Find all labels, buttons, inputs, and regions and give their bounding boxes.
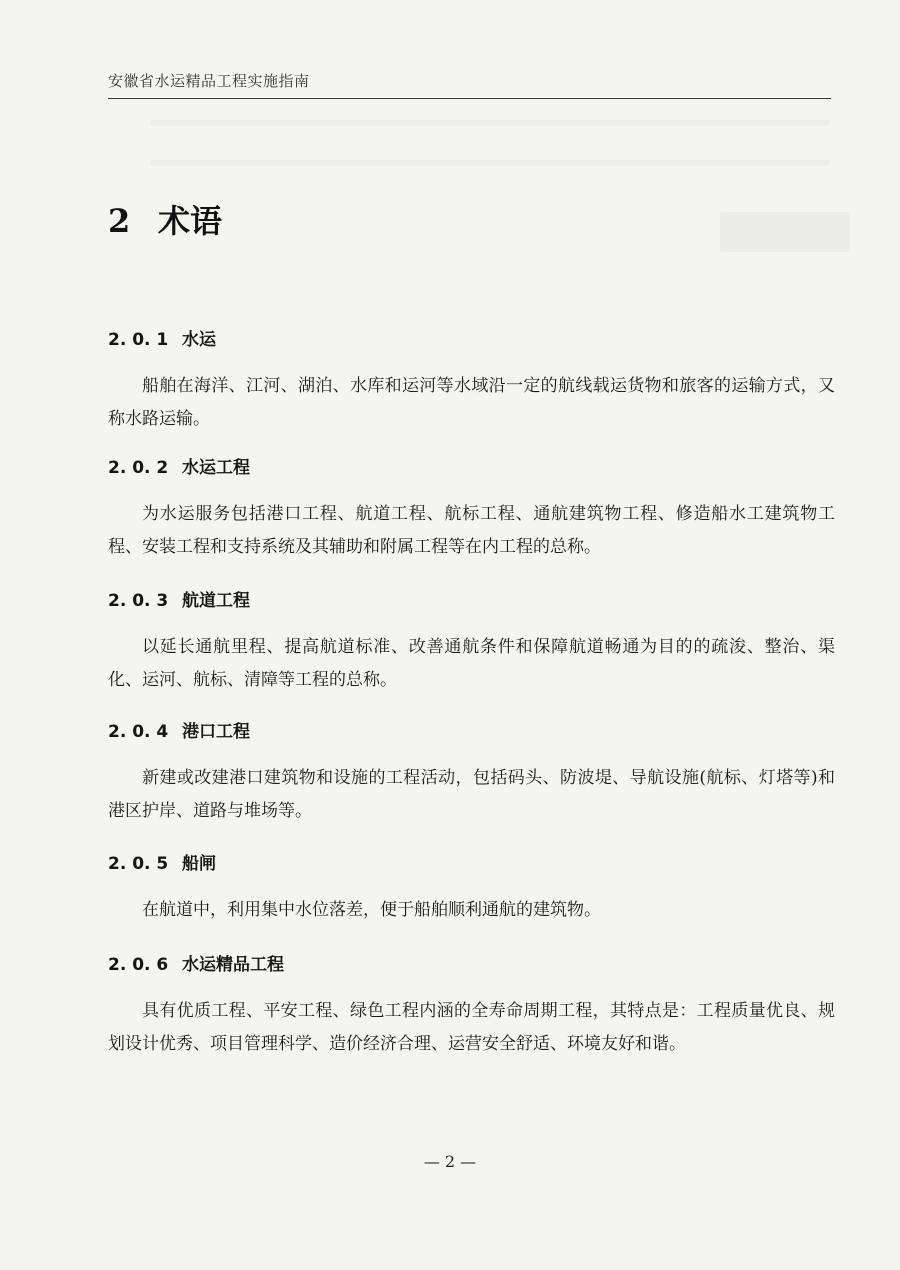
term-section bbox=[108, 456, 835, 564]
header-title: 安徽省水运精品工程实施指南 bbox=[108, 72, 310, 90]
term-section bbox=[108, 328, 835, 436]
term-number: 2. 0. 6 bbox=[108, 955, 169, 975]
term-title: 水运 bbox=[182, 330, 216, 350]
term-heading bbox=[108, 852, 835, 876]
term-section bbox=[108, 589, 835, 697]
term-number: 2. 0. 2 bbox=[108, 458, 169, 478]
chapter-number: 2 bbox=[108, 202, 131, 240]
term-section bbox=[108, 720, 835, 828]
term-definition: 新建或改建港口建筑物和设施的工程活动，包括码头、防波堤、导航设施(航标、灯塔等)和港区护岸、道路与堆场等。 bbox=[108, 768, 835, 821]
term-definition: 以延长通航里程、提高航道标准、改善通航条件和保障航道畅通为目的的疏浚、整治、渠化、运河、航标、清障等工程的总称。 bbox=[108, 637, 835, 690]
term-section bbox=[108, 852, 835, 927]
term-number: 2. 0. 1 bbox=[108, 330, 169, 350]
chapter-title: 术语 bbox=[158, 202, 223, 240]
term-number: 2. 0. 5 bbox=[108, 854, 169, 874]
term-title: 船闸 bbox=[182, 854, 216, 874]
term-heading bbox=[108, 720, 835, 744]
term-title: 航道工程 bbox=[182, 591, 250, 611]
term-definition: 为水运服务包括港口工程、航道工程、航标工程、通航建筑物工程、修造船水工建筑物工程、安装工程和支持系统及其辅助和附属工程等在内工程的总称。 bbox=[108, 504, 835, 557]
page-header bbox=[108, 66, 831, 99]
term-title: 水运精品工程 bbox=[182, 955, 284, 975]
bleed-through-mark bbox=[150, 120, 830, 126]
term-title: 水运工程 bbox=[182, 458, 250, 478]
term-heading bbox=[108, 589, 835, 613]
page-number: — 2 — bbox=[423, 1152, 477, 1171]
bleed-through-mark bbox=[720, 212, 850, 252]
term-heading bbox=[108, 328, 835, 352]
term-title: 港口工程 bbox=[182, 722, 250, 742]
chapter-heading bbox=[108, 196, 222, 242]
term-section bbox=[108, 953, 835, 1061]
term-definition: 在航道中，利用集中水位落差，便于船舶顺利通航的建筑物。 bbox=[142, 900, 601, 920]
term-heading bbox=[108, 456, 835, 480]
bleed-through-mark bbox=[150, 160, 830, 166]
term-heading bbox=[108, 953, 835, 977]
term-number: 2. 0. 4 bbox=[108, 722, 169, 742]
term-definition: 具有优质工程、平安工程、绿色工程内涵的全寿命周期工程，其特点是：工程质量优良、规划设计优秀、项目管理科学、造价经济合理、运营安全舒适、环境友好和谐。 bbox=[108, 1001, 835, 1054]
term-number: 2. 0. 3 bbox=[108, 591, 169, 611]
term-definition: 船舶在海洋、江河、湖泊、水库和运河等水域沿一定的航线载运货物和旅客的运输方式，又称水路运输。 bbox=[108, 376, 835, 429]
